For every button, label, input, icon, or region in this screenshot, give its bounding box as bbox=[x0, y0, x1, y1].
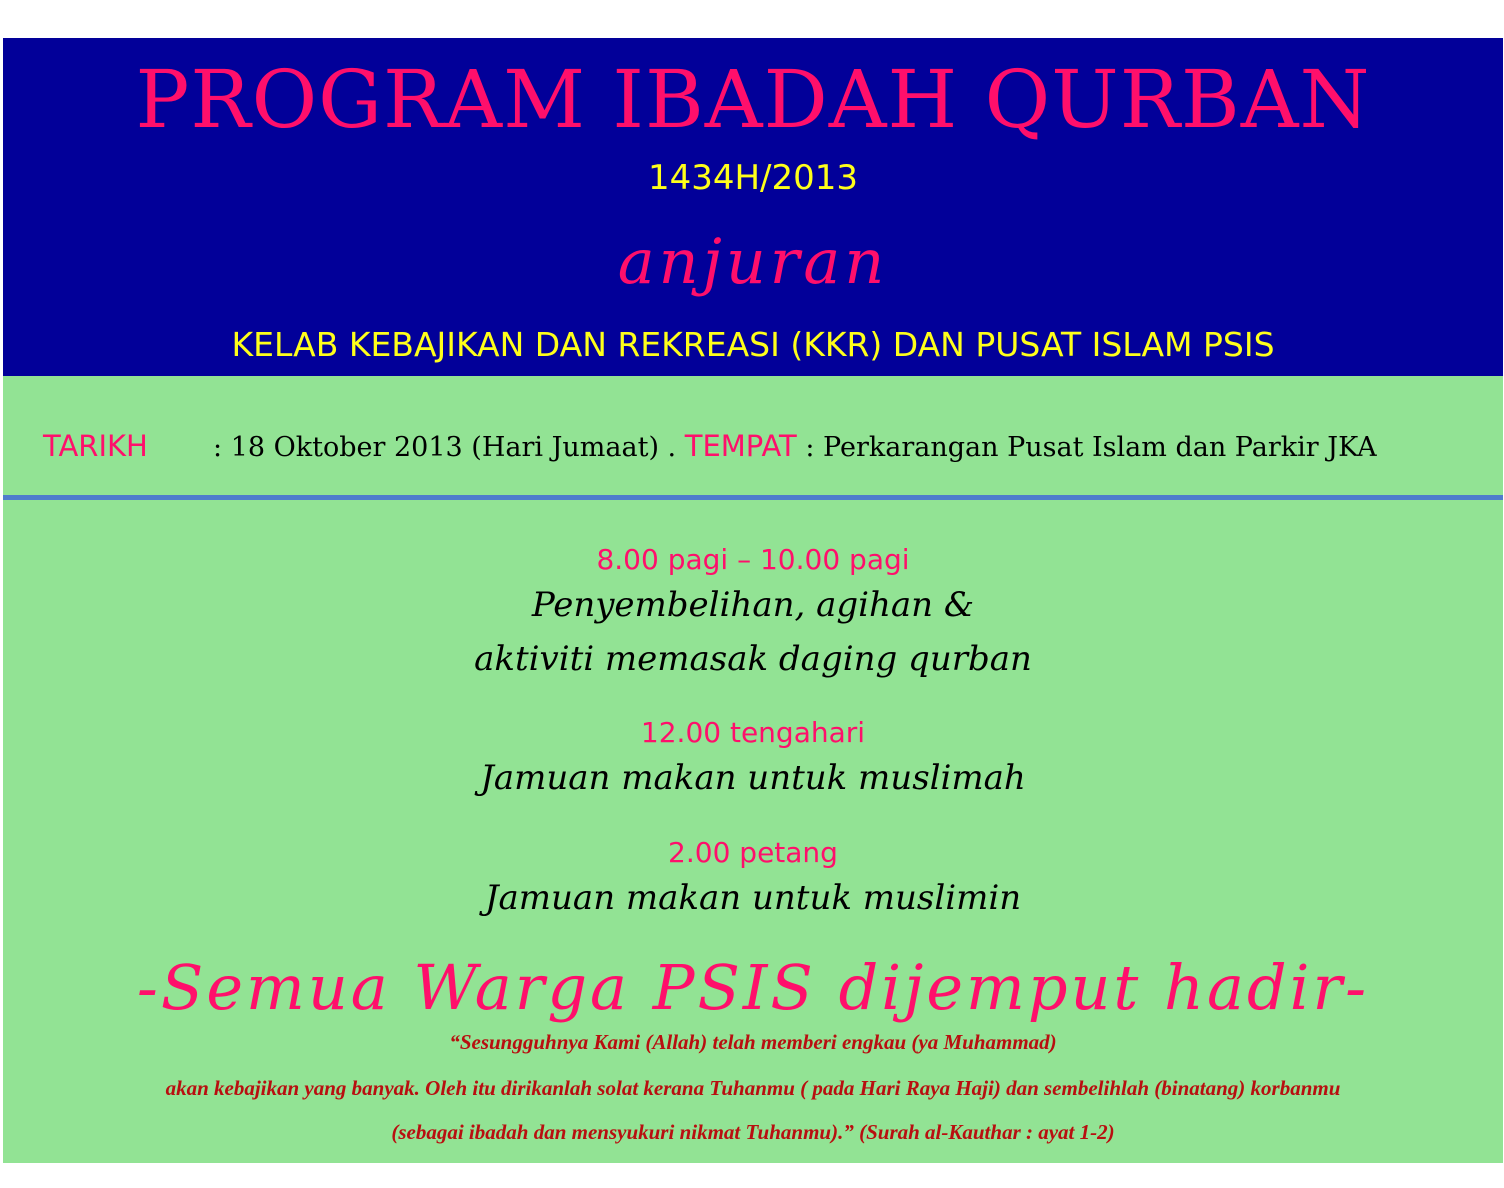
schedule-activity-1a: Penyembelihan, agihan & bbox=[531, 585, 975, 625]
header-panel bbox=[3, 38, 1503, 376]
date-value: : 18 Oktober 2013 (Hari Jumaat) . bbox=[213, 432, 677, 463]
schedule-time-1: 8.00 pagi – 10.00 pagi bbox=[596, 543, 910, 576]
organizer-name: KELAB KEBAJIKAN DAN REKREASI (KKR) DAN PUSAT ISLAM PSIS bbox=[231, 325, 1275, 364]
poster bbox=[3, 38, 1503, 1163]
schedule-activity-2: Jamuan makan untuk muslimah bbox=[480, 758, 1026, 798]
program-title: PROGRAM IBADAH QURBAN bbox=[135, 53, 1371, 146]
invitation-text: -Semua Warga PSIS dijemput hadir- bbox=[136, 951, 1370, 1024]
quote-line-1: “Sesungguhnya Kami (Allah) telah memberi engkau (ya Muhammad) bbox=[449, 1030, 1057, 1054]
section-divider bbox=[3, 495, 1503, 500]
schedule-time-2: 12.00 tengahari bbox=[640, 716, 866, 749]
date-label: TARIKH bbox=[43, 429, 148, 463]
schedule-time-3: 2.00 petang bbox=[668, 836, 838, 869]
event-info-row bbox=[43, 426, 1483, 468]
venue-label: TEMPAT bbox=[684, 429, 797, 463]
program-year: 1434H/2013 bbox=[647, 158, 859, 198]
quote-line-2: akan kebajikan yang banyak. Oleh itu dirikanlah solat kerana Tuhanmu ( pada Hari Raya Haji) dan sembelihlah (binatang) korbanmu bbox=[165, 1076, 1341, 1100]
quote-line-3: (sebagai ibadah dan mensyukuri nikmat Tuhanmu).” (Surah al-Kauthar : ayat 1-2) bbox=[391, 1120, 1115, 1144]
anjuran-label: anjuran bbox=[617, 225, 889, 298]
schedule-activity-1b: aktiviti memasak daging qurban bbox=[474, 639, 1032, 679]
schedule-activity-3: Jamuan makan untuk muslimin bbox=[484, 878, 1022, 918]
venue-value: : Perkarangan Pusat Islam dan Parkir JKA bbox=[805, 432, 1377, 463]
